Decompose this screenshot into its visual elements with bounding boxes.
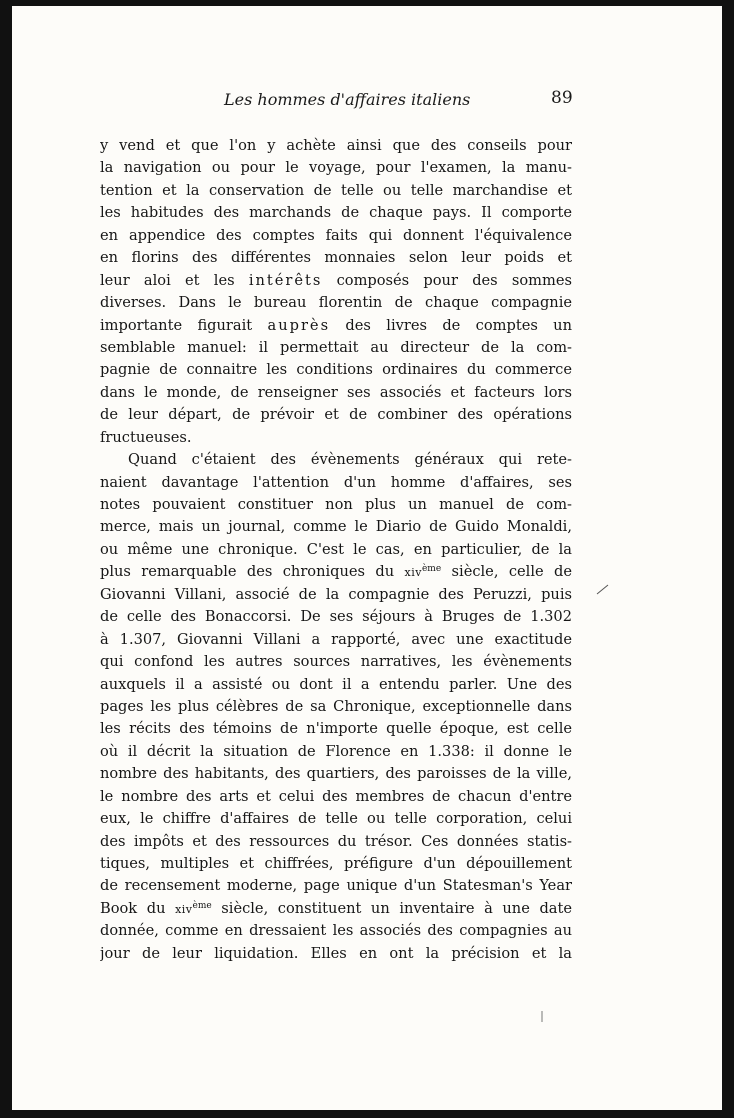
text-line: eux, le chiffre d'affaires de telle ou telle corporation, celui (100, 810, 572, 828)
text-line: où il décrit la situation de Florence en 1.338: il donne le (100, 742, 572, 760)
text-line: fructueuses. (100, 428, 192, 446)
text-line (100, 561, 572, 583)
text-span: importante figurait (100, 316, 268, 334)
text-line: naient davantage l'attention d'un homme d'affaires, ses (100, 473, 572, 491)
text-line: en appendice des comptes faits qui donnent l'équivalence (100, 226, 572, 244)
text-line: pages les plus célèbres de sa Chronique, exceptionnelle dans (100, 697, 572, 715)
superscript: ème (192, 900, 212, 911)
page-header (12, 84, 734, 114)
text-span: plus remarquable des chroniques du (100, 563, 405, 581)
running-title: Les hommes d'affaires italiens (224, 90, 471, 109)
body-text (100, 135, 572, 965)
text-line: nombre des habitants, des quartiers, des paroisses de la ville, (100, 765, 572, 783)
text-span: composés pour des sommes (322, 271, 572, 289)
text-line: en florins des différentes monnaies selon leur poids et (100, 249, 572, 267)
superscript: ème (421, 564, 442, 575)
text-span: Book du (100, 899, 176, 917)
text-line: ou même une chronique. C'est le cas, en particulier, de la (100, 540, 572, 558)
text-line: dans le monde, de renseigner ses associés et facteurs lors (100, 383, 572, 401)
text-line: des impôts et des ressources du trésor. Ces données statis- (100, 832, 572, 850)
text-line: donnée, comme en dressaient les associés des compagnies au (100, 922, 572, 940)
text-line: pagnie de connaitre les conditions ordinaires du commerce (100, 361, 572, 379)
spaced-word: auprès (267, 316, 331, 334)
spaced-word: intérêts (248, 271, 323, 289)
text-span: siècle, celle de (441, 563, 572, 581)
text-line (100, 898, 572, 920)
speck-mark (540, 1010, 544, 1024)
text-line: tiques, multiples et chiffrées, préfigure d'un dépouillement (100, 855, 572, 872)
text-line: le nombre des arts et celui des membres de chacun d'entre (100, 787, 572, 805)
text-line: Giovanni Villani, associé de la compagnie des Peruzzi, puis (100, 585, 572, 603)
text-line: à 1.307, Giovanni Villani a rapporté, avec une exactitude (100, 630, 572, 648)
text-line: la navigation ou pour le voyage, pour l'examen, la manu- (100, 159, 572, 177)
text-line: auxquels il a assisté ou dont il a entendu parler. Une des (100, 675, 572, 693)
text-line: les récits des témoins de n'importe quelle époque, est celle (100, 720, 572, 738)
page-number: 89 (551, 88, 573, 108)
small-caps-numeral: xiv (404, 566, 422, 580)
text-line: Quand c'étaient des évènements généraux qui rete- (128, 451, 572, 469)
text-line: diverses. Dans le bureau florentin de chaque compagnie (100, 294, 572, 312)
paragraph-1 (100, 135, 572, 449)
paragraph-2 (100, 449, 572, 965)
text-line: de recensement moderne, page unique d'un Statesman's Year (100, 877, 572, 895)
text-line: notes pouvaient constituer non plus un manuel de com- (100, 496, 572, 513)
text-line: de celle des Bonaccorsi. De ses séjours à Bruges de 1.302 (100, 608, 572, 626)
pencil-mark (596, 582, 610, 596)
text-line: qui confond les autres sources narratives, les évènements (100, 653, 572, 671)
text-line: semblable manuel: il permettait au directeur de la com- (100, 338, 572, 356)
text-line: de leur départ, de prévoir et de combiner des opérations (100, 406, 572, 424)
text-line: y vend et que l'on y achète ainsi que des conseils pour (100, 137, 572, 154)
text-line (100, 315, 572, 337)
text-span: siècle, constituent un inventaire à une date (211, 899, 572, 917)
text-span: leur aloi et les (100, 271, 249, 289)
small-caps-numeral: xiv (175, 902, 193, 916)
text-line: jour de leur liquidation. Elles en ont la précision et la (100, 944, 572, 962)
text-line: tention et la conservation de telle ou telle marchandise et (100, 181, 572, 199)
text-line (100, 270, 572, 292)
text-line: les habitudes des marchands de chaque pays. Il comporte (100, 204, 572, 222)
text-span: des livres de comptes un (330, 316, 572, 334)
text-line: merce, mais un journal, comme le Diario de Guido Monaldi, (100, 518, 572, 536)
